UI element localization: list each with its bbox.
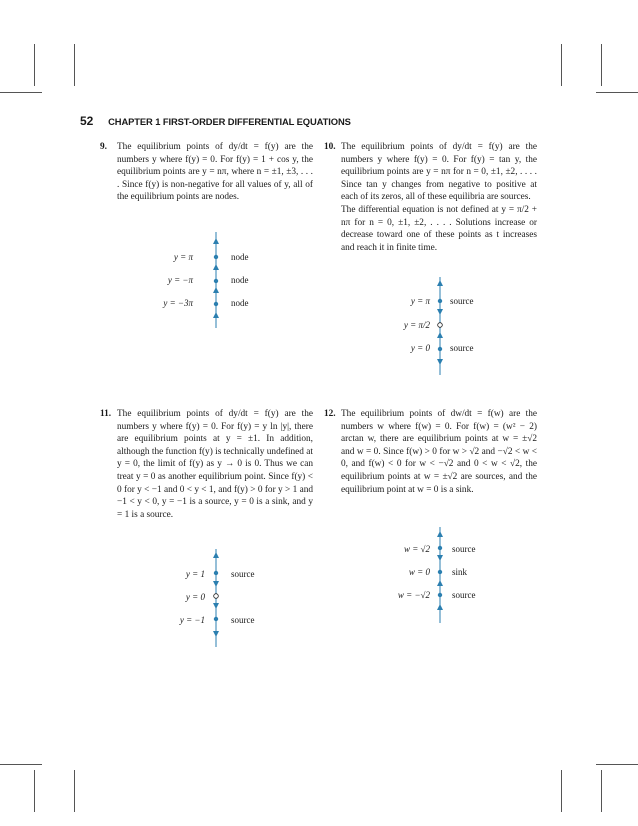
crop-mark xyxy=(601,44,602,86)
crop-mark xyxy=(74,770,75,812)
equilibrium-label: y = −3π xyxy=(163,298,193,308)
equilibrium-label: w = 0 xyxy=(408,567,430,577)
crop-mark xyxy=(0,764,42,765)
running-header xyxy=(80,114,351,128)
equilibrium-type: sink xyxy=(452,567,468,577)
problem-text: The differential equation is not defined at y = π/2 + nπ for n = 0, ±1, ±2, . . . . Solutions increase or decrease toward one of these points as t increases and reach it in finite time. xyxy=(341,204,537,253)
crop-mark xyxy=(74,44,75,86)
equilibrium-type: source xyxy=(450,296,474,306)
crop-mark xyxy=(596,92,638,93)
equilibrium-label: y = 0 xyxy=(410,343,430,353)
equilibrium-label: y = π xyxy=(410,296,430,306)
problem-text: The equilibrium points of dy/dt = f(y) are the numbers y where f(y) = 0. For f(y) = y ln |y|, there are equilibrium points at y = ±1. In addition, although the function f(y) is technically undefined at y = 0, the limit of f(y) as y → 0 is 0. Thus we can treat y = 0 as another equilibrium point. Since f(y) < 0 for y < −1 and 0 < y < 1, and f(y) > 0 for y > 1 and −1 < y < 0, y = −1 is a source, y = 0 is a sink, and y = 1 is a source. xyxy=(117,409,313,520)
equilibrium-label: y = −1 xyxy=(179,615,205,625)
problem-9 xyxy=(100,141,313,204)
equilibrium-label: w = √2 xyxy=(403,544,430,554)
crop-mark xyxy=(561,770,562,812)
equilibrium-label: w = −√2 xyxy=(397,590,430,600)
crop-mark xyxy=(561,44,562,86)
equilibrium-label: y = 1 xyxy=(185,569,205,579)
equilibrium-label: y = −π xyxy=(167,275,193,285)
phase-line-11 xyxy=(209,547,223,649)
problem-12 xyxy=(324,408,537,496)
equilibrium-type: source xyxy=(231,615,255,625)
equilibrium-type: source xyxy=(452,544,476,554)
chapter-title: CHAPTER 1 FIRST-ORDER DIFFERENTIAL EQUATIONS xyxy=(108,116,351,127)
problem-number: 9. xyxy=(100,142,107,152)
problem-text: The equilibrium points of dw/dt = f(w) are the numbers w where f(w) = 0. For f(w) = (w² − 2) arctan w, there are equilibrium points at w = ±√2 and w = 0. Since f(w) > 0 for w > √2 and −√2 < w < 0, and f(w) < 0 for w < −√2 and 0 < w < √2, the equilibrium points at w = ±√2 are sources, and the equilibrium point at w = 0 is a sink. xyxy=(341,409,537,495)
problem-number: 11. xyxy=(100,409,112,419)
equilibrium-type: node xyxy=(231,298,249,308)
page-number: 52 xyxy=(80,114,94,128)
problem-text: The equilibrium points of dy/dt = f(y) are the numbers y where f(y) = 0. For f(y) = tan y, the equilibrium points are y = nπ for n = 0, ±1, ±2, . . . . Since tan y changes from negative to positive at each of its zeros, all of these equilibria are sources. xyxy=(341,142,537,203)
crop-mark xyxy=(601,770,602,812)
problem-number: 12. xyxy=(324,409,336,419)
problem-11 xyxy=(100,408,313,521)
crop-mark xyxy=(34,44,35,86)
problem-text: The equilibrium points of dy/dt = f(y) are the numbers y where f(y) = 0. For f(y) = 1 + cos y, the equilibrium points are y = nπ, where n = ±1, ±3, . . . . Since f(y) is non-negative for all values of y, all of the equilibrium points are nodes. xyxy=(117,142,313,203)
equilibrium-type: source xyxy=(450,343,474,353)
problem-10 xyxy=(324,141,537,254)
equilibrium-type: source xyxy=(231,569,255,579)
equilibrium-label: y = π/2 xyxy=(403,320,430,330)
equilibrium-label: y = 0 xyxy=(185,592,205,602)
equilibrium-type: source xyxy=(452,590,476,600)
crop-mark xyxy=(0,92,42,93)
phase-line-12 xyxy=(433,525,447,625)
phase-line-9 xyxy=(209,230,223,330)
equilibrium-type: node xyxy=(231,252,249,262)
equilibrium-label: y = π xyxy=(173,252,193,262)
crop-mark xyxy=(596,764,638,765)
equilibrium-type: node xyxy=(231,275,249,285)
phase-line-10 xyxy=(433,275,447,377)
crop-mark xyxy=(34,770,35,812)
problem-number: 10. xyxy=(324,142,336,152)
